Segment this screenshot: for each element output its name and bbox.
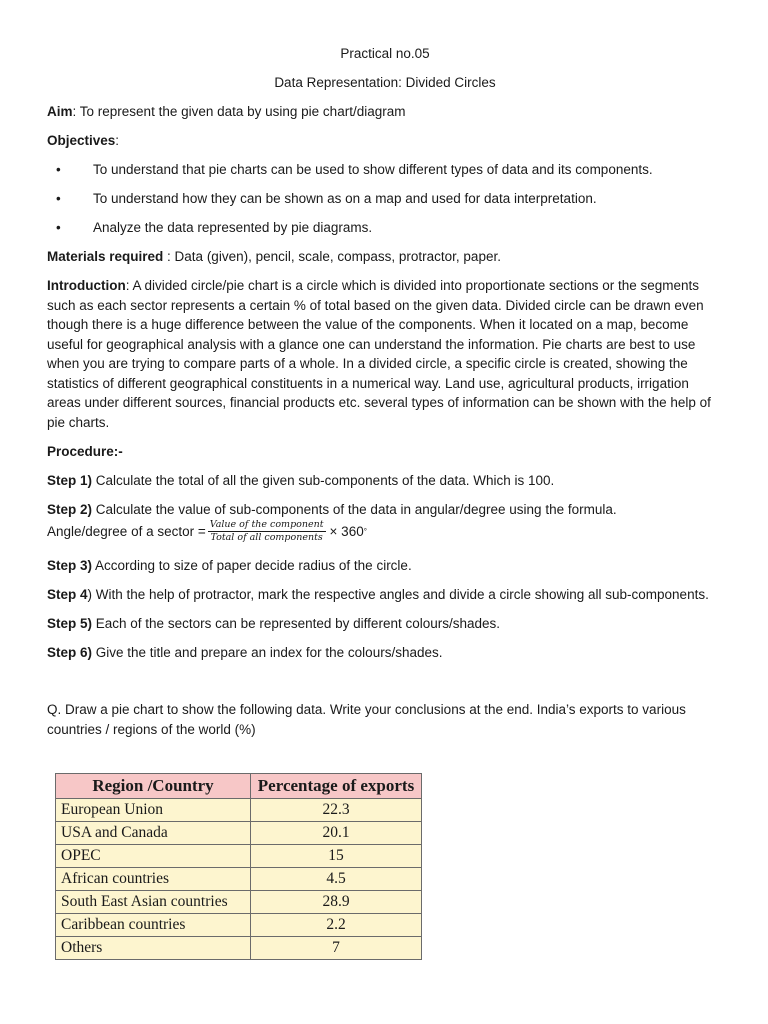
region-cell: South East Asian countries <box>56 891 251 914</box>
list-item: • To understand how they can be shown as on a map and used for data interpretation. <box>47 189 723 209</box>
degree-symbol: ° <box>363 526 367 536</box>
formula-denominator: Total of all components <box>210 532 323 543</box>
percentage-cell: 20.1 <box>251 822 422 845</box>
column-header-percentage: Percentage of exports <box>251 774 422 799</box>
percentage-cell: 22.3 <box>251 799 422 822</box>
objectives-list <box>47 160 723 238</box>
formula-lhs: Angle/degree of a sector = <box>47 523 206 539</box>
procedure-heading: Procedure:- <box>47 443 123 459</box>
table-row <box>56 914 422 937</box>
bullet-icon: • <box>56 191 61 206</box>
document-page <box>47 44 723 749</box>
bullet-icon: • <box>56 162 61 177</box>
list-item: • Analyze the data represented by pie diagrams. <box>47 218 723 238</box>
table-row <box>56 868 422 891</box>
region-cell: Others <box>56 937 251 960</box>
table-header-row <box>56 774 422 799</box>
aim-paragraph <box>47 102 723 122</box>
step-1: Step 1) Calculate the total of all the given sub-components of the data. Which is 100. <box>47 472 555 488</box>
aim-label: Aim <box>47 104 73 119</box>
objectives-label: Objectives <box>47 133 116 148</box>
page-title: Data Representation: Divided Circles <box>274 75 496 90</box>
formula-multiplier: × 360 <box>329 523 364 539</box>
materials-paragraph: Materials required : Data (given), pencil, scale, compass, protractor, paper. <box>47 249 501 264</box>
formula-numerator: Value of the component <box>209 519 324 530</box>
table-row <box>56 822 422 845</box>
table-row <box>56 937 422 960</box>
materials-label: Materials required <box>47 249 164 264</box>
angle-formula <box>47 519 723 544</box>
region-cell: European Union <box>56 799 251 822</box>
region-cell: USA and Canada <box>56 822 251 845</box>
percentage-cell: 4.5 <box>251 868 422 891</box>
step-5: Step 5) Each of the sectors can be represented by different colours/shades. <box>47 616 501 631</box>
percentage-cell: 7 <box>251 937 422 960</box>
practical-number: Practical no.05 <box>340 46 430 61</box>
aim-text: : To represent the given data by using pie chart/diagram <box>72 104 406 119</box>
step-2: Step 2) Calculate the value of sub-components of the data in angular/degree using the formula. <box>47 501 617 517</box>
table-row <box>56 845 422 868</box>
column-header-region: Region /Country <box>56 774 251 799</box>
percentage-cell: 28.9 <box>251 891 422 914</box>
region-cell: OPEC <box>56 845 251 868</box>
percentage-cell: 2.2 <box>251 914 422 937</box>
region-cell: Caribbean countries <box>56 914 251 937</box>
step-4: Step 4) With the help of protractor, mark the respective angles and divide a circle showing all sub-components. <box>47 587 709 602</box>
table-row <box>56 891 422 914</box>
list-item: • To understand that pie charts can be used to show different types of data and its components. <box>47 160 723 180</box>
objectives-heading: Objectives: <box>47 133 120 148</box>
formula-fraction <box>208 519 326 544</box>
introduction-label: Introduction <box>47 278 126 293</box>
exports-table <box>55 773 422 960</box>
region-cell: African countries <box>56 868 251 891</box>
percentage-cell: 15 <box>251 845 422 868</box>
bullet-icon: • <box>56 220 61 235</box>
table-row <box>56 799 422 822</box>
question-text: Q. Draw a pie chart to show the following data. Write your conclusions at the end. India’s exports to various countries / regions of the world (%) <box>47 702 686 737</box>
step-6: Step 6) Give the title and prepare an index for the colours/shades. <box>47 645 443 660</box>
introduction-paragraph: Introduction: A divided circle/pie chart is a circle which is divided into proportionate sections or the segments such as each sector represents a certain % of total based on the given data. Divided circle can be drawn even though there is a huge difference between the value of the components. When it located on a map, become useful for geographical analysis with a glance one can understand the information. Pie charts are best to use when you are trying to compare parts of a whole. In a divided circle, a specific circle is created, showing the statistics of different geographical constituents in a numerical way. Land use, agricultural products, irrigation areas under different sources, financial products etc. several types of information can be shown with the help of pie charts. <box>47 278 711 430</box>
step-3: Step 3) According to size of paper decide radius of the circle. <box>47 558 412 573</box>
